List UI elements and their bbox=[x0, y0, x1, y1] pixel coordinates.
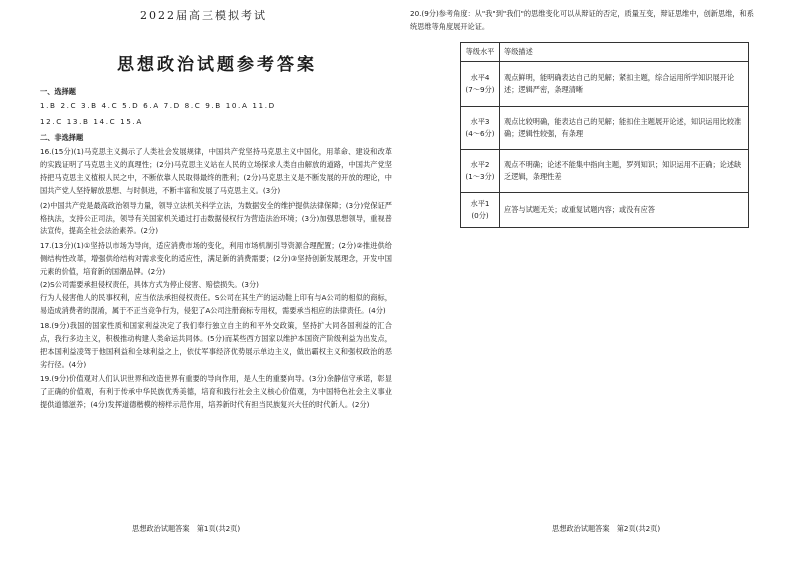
level-cell bbox=[461, 61, 500, 106]
level-cell bbox=[461, 192, 500, 227]
level-cell bbox=[461, 106, 500, 149]
table-row bbox=[461, 61, 749, 106]
q19-answer: 19.(9分)价值观对人们认识世界和改造世界有重要的导向作用，是人生的重要向导。(3分)余静信守承诺，彰显了正确的价值观，有利于传承中华民族优秀美德，培育和践行社会主义核心价值观，为中国特色社会主义事业提供道德滋养；(4分)发挥道德楷模的榜样示范作用，培养新时代有担当民族复兴大任的时代新人。(2分) bbox=[40, 374, 392, 410]
table-row bbox=[461, 106, 749, 149]
level-range: (0分) bbox=[471, 210, 489, 220]
level-label: 水平2 bbox=[470, 160, 490, 169]
choice-answers-line-2: 12.C 13.B 14.C 15.A bbox=[40, 117, 143, 126]
q16-part2: (2)中国共产党是最高政治领导力量，领导立法机关科学立法，为数据安全的维护提供法律保障；(3分)党保证严格执法，支持公正司法，领导有关国家机关通过打击数据侵权行为营造法治环境；(3分)加强思想领导，重视普法宣传，提高全社会法治素养。(2分) bbox=[40, 200, 392, 236]
choice-answers-line-1: 1.B 2.C 3.B 4.C 5.D 6.A 7.D 8.C 9.B 10.A 11.D bbox=[40, 101, 276, 110]
description-cell: 观点不明确；论述不能集中指向主题，罗列知识；知识运用不正确；论述缺乏逻辑，条理性差 bbox=[500, 149, 749, 192]
table-row bbox=[461, 149, 749, 192]
description-cell: 应答与试题无关；或重复试题内容；或没有应答 bbox=[500, 192, 749, 227]
column-header-level: 等级水平 bbox=[461, 43, 500, 62]
q17-part3: 行为人侵害他人的民事权利，应当依法承担侵权责任。S公司在其生产的运动鞋上印有与A公司的相似的商标，易造成消费者的混淆，属于不正当竞争行为，侵犯了A公司注册商标专用权，需要承当相应的法律责任。(4分) bbox=[40, 292, 392, 315]
page-title: 思想政治试题参考答案 bbox=[117, 55, 317, 75]
description-cell: 观点鲜明，能明确表达自己的见解；紧扣主题，综合运用所学知识展开论述；逻辑严密，条理清晰 bbox=[500, 61, 749, 106]
level-range: (4～6分) bbox=[465, 128, 495, 138]
section-nonchoice-heading: 二、非选择题 bbox=[40, 133, 84, 142]
level-range: (1～3分) bbox=[465, 171, 495, 181]
q20-answer bbox=[410, 8, 760, 33]
q17-part2: (2)S公司需要承担侵权责任，具体方式为停止侵害、赔偿损失。(3分) bbox=[40, 280, 259, 290]
level-cell bbox=[461, 149, 500, 192]
page-2 bbox=[410, 0, 760, 561]
level-label: 水平1 bbox=[470, 199, 490, 208]
table-row bbox=[461, 192, 749, 227]
table-header-row bbox=[461, 43, 749, 62]
page-1 bbox=[40, 0, 392, 561]
level-label: 水平4 bbox=[470, 73, 490, 82]
section-choice-heading: 一、选择题 bbox=[40, 87, 76, 96]
q17-part1: 17.(13分)(1)①坚持以市场为导向，适应消费市场的变化，利用市场机制引导资源合理配置；(2分)②推进供给侧结构性改革，增强供给结构对需求变化的适应性，满足新的消费需要；(2分)③坚持创新发展理念，开发中国元素的价值，培育新的国潮品牌。(2分) bbox=[40, 241, 392, 277]
grading-rubric-table bbox=[460, 42, 749, 228]
exam-header: 2022届高三模拟考试 bbox=[140, 9, 267, 22]
page-footer: 思想政治试题答案 第2页(共2页) bbox=[552, 524, 661, 533]
description-cell: 观点比较明确，能表达自己的见解；能扣住主题展开论述，知识运用比较准确；逻辑性较强，有条理 bbox=[500, 106, 749, 149]
page-footer: 思想政治试题答案 第1页(共2页) bbox=[132, 524, 241, 533]
level-label: 水平3 bbox=[470, 117, 490, 126]
level-range: (7～9分) bbox=[465, 84, 495, 94]
column-header-description: 等级描述 bbox=[500, 43, 749, 62]
q16-part1: 16.(15分)(1)马克思主义揭示了人类社会发展规律，中国共产党坚持马克思主义中国化，用革命、建设和改革的实践证明了马克思主义的真理性；(2分)马克思主义站在人民的立场探求人类自由解放的道路，中国共产党坚持把马克思主义植根人民之中，不断依靠人民取得最终的胜利；(2分)马克思主义是不断发展的开放的理论，中国共产党人坚持解放思想、与时俱进，不断丰富和发展了马克思主义。(3分) bbox=[40, 147, 392, 195]
q18-answer: 18.(9分)我国的国家性质和国家利益决定了我们奉行独立自主的和平外交政策，坚持扩大同各国利益的汇合点，我行多边主义，积极推动构建人类命运共同体。(5分)而某些西方国家以维护本国资产阶级利益为出发点，把本国利益凌驾于他国利益和全球利益之上，依仗军事经济优势展示单边主义，做出霸权主义和强权政治的恶劣行径。(4分) bbox=[40, 320, 392, 369]
q20-text: 20.(9分)参考角度：从"我"到"我们"的思维变化可以从辩证的否定，质量互变，辩证思维中，创新思维，和系统思维等角度展开论证。 bbox=[410, 9, 754, 31]
answers-body bbox=[40, 146, 392, 412]
